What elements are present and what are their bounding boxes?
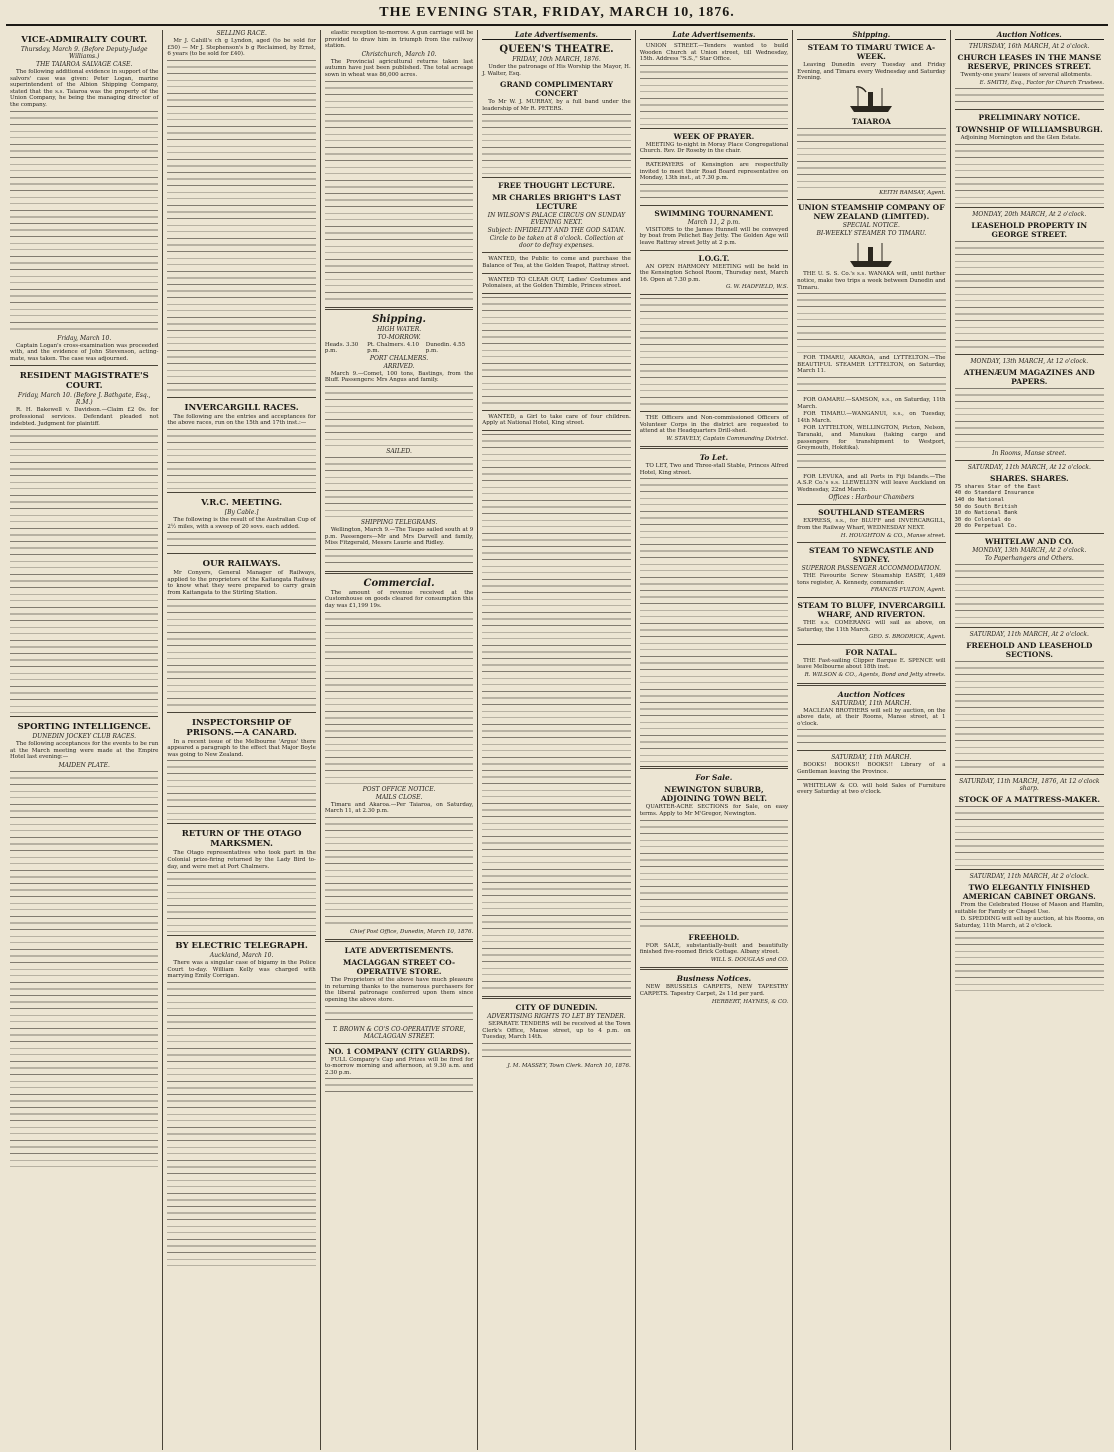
commercial-heading: Commercial. bbox=[363, 577, 435, 589]
town-clerk-signature: J. M. MASSEY, Town Clerk. March 10, 1876. bbox=[507, 1062, 631, 1069]
column-4 bbox=[478, 30, 635, 1450]
reception-text: elastic reception to-morrow. A gun carriage will be provided to draw him in triumph from the railway station. bbox=[324, 30, 474, 50]
freehold-signature: WILL S. DOUGLAS and CO. bbox=[710, 956, 789, 963]
free-thought-heading: FREE THOUGHT LECTURE. bbox=[498, 181, 615, 191]
vice-admiralty-date: Thursday, March 9. (Before Deputy-Judge Williams.) bbox=[20, 46, 148, 60]
shares-heading: SHARES. SHARES. bbox=[989, 473, 1069, 483]
masthead: THE EVENING STAR, FRIDAY, MARCH 10, 1876. bbox=[6, 4, 1108, 26]
newington-heading: NEWINGTON SUBURB, ADJOINING TOWN BELT. bbox=[660, 785, 767, 804]
vice-admiralty-text: The following additional evidence in support of the salvors' case was given: Peter Logan, marine superintendent of the Albion Shipping Company, stated that the s.s. Taiaroa was the property of the Union Company, he being the managing director of the company. bbox=[10, 69, 159, 108]
text-block bbox=[167, 60, 315, 170]
mails-close-subhead: MAILS CLOSE. bbox=[375, 793, 423, 801]
divider bbox=[167, 492, 315, 493]
vice-admiralty-heading: VICE-ADMIRALTY COURT. bbox=[21, 35, 148, 45]
divider bbox=[955, 627, 1104, 628]
oamaru-ad: FOR OAMARU.—SAMSON, s.s., on Saturday, 11th March. bbox=[797, 396, 946, 410]
text-block bbox=[640, 478, 788, 588]
text-block bbox=[325, 1006, 473, 1024]
text-block bbox=[955, 806, 1104, 866]
high-water-table bbox=[325, 342, 473, 355]
divider bbox=[797, 199, 945, 200]
concert-heading: GRAND COMPLIMENTARY CONCERT bbox=[500, 80, 613, 99]
co-op-store-text: The Proprietors of the above have much pleasure in returning thanks to the numerous purchasers for the liberal patronage conferred upon them since opening the above store. bbox=[324, 977, 474, 1004]
mails-text: Timaru and Akaroa.—Per Taiaroa, on Saturday, March 11, at 2.30 p.m. bbox=[324, 801, 474, 815]
divider bbox=[167, 712, 315, 713]
timaru-steam-text: Leaving Dunedin every Tuesday and Friday Evening, and Timaru every Wednesday and Saturday Evening. bbox=[797, 62, 946, 82]
books-text: BOOKS! BOOKS!! BOOKS!! Library of a Gentleman leaving the Province. bbox=[797, 762, 946, 775]
text-block bbox=[482, 114, 630, 174]
leasehold-heading: LEASEHOLD PROPERTY IN GEORGE STREET. bbox=[971, 220, 1088, 239]
text-block bbox=[167, 1094, 315, 1204]
express-text: EXPRESS, s.s., for BLUFF and INVERCARGILL, from the Railway Wharf, WEDNESDAY NEXT. bbox=[797, 518, 946, 532]
text-block bbox=[482, 658, 630, 768]
freehold-sections-date: SATURDAY, 11th MARCH, At 2 o'clock. bbox=[969, 630, 1089, 638]
text-block bbox=[325, 81, 473, 191]
business-notices-heading: Business Notices. bbox=[676, 974, 752, 984]
newington-text: QUARTER-ACRE SECTIONS for Sale, on easy terms. Apply to Mr M'Gregor, Newington. bbox=[639, 804, 789, 818]
rm-court-text: R. H. Bakewell v. Davidson.—Claim £2 0s. for professional services. Defendant pleaded not indebted. Judgment for plaintiff. bbox=[10, 407, 159, 427]
city-of-dunedin-heading: CITY OF DUNEDIN. bbox=[515, 1002, 598, 1012]
vrc-meeting-heading: V.R.C. MEETING. bbox=[201, 497, 283, 508]
text-block bbox=[325, 1078, 473, 1096]
city-guards-text: FULL Company's Cap and Prizes will be fired for to-morrow morning and afternoon, at 9.30 a.m. and 2.30 p.m. bbox=[324, 1056, 474, 1076]
divider bbox=[955, 109, 1104, 110]
keith-ramsay-signature: KEITH RAMSAY, Agent. bbox=[879, 189, 946, 196]
divider bbox=[482, 410, 630, 411]
text-block bbox=[325, 193, 473, 303]
marksmen-text: The Otago representatives who took part in the Colonial prize-firing returned by the Lady Bird to-day, and were met at Port Chalmers. bbox=[167, 850, 316, 870]
sailed-subhead: SAILED. bbox=[386, 447, 412, 455]
concert-text: To Mr W. J. MURRAY, by a full band under the leadership of Mr R. PETERS. bbox=[482, 99, 631, 112]
double-divider bbox=[325, 571, 473, 574]
divider bbox=[167, 935, 315, 936]
week-of-prayer-heading: WEEK OF PRAYER. bbox=[673, 131, 755, 141]
text-block bbox=[10, 429, 158, 539]
preliminary-notice-heading: PRELIMINARY NOTICE. bbox=[978, 113, 1081, 123]
divider bbox=[797, 750, 945, 751]
text-block bbox=[955, 564, 1104, 624]
week-of-prayer-text: MEETING to-night in Moray Place Congregational Church. Rev. Dr Roseby in the chair. bbox=[639, 141, 789, 155]
queens-theatre-text: Under the patronage of His Worship the Mayor, H. J. Walter, Esq. bbox=[482, 64, 631, 77]
double-divider bbox=[640, 967, 788, 970]
selling-race-subhead: SELLING RACE. bbox=[216, 30, 267, 37]
divider bbox=[640, 250, 788, 251]
newcastle-sydney-heading: STEAM TO NEWCASTLE AND SYDNEY. bbox=[808, 546, 934, 565]
arrived-text: March 9.—Comet, 100 tons, Bastings, from the Bluff. Passengers: Mrs Angus and family. bbox=[324, 370, 474, 384]
divider bbox=[797, 644, 945, 645]
easby-text: THE Favourite Screw Steamship EASBY, 1,489 tons register, A. Kennedy, commander. bbox=[797, 573, 946, 586]
houghton-signature: H. HOUGHTON & CO., Manse street. bbox=[840, 532, 946, 539]
divider bbox=[482, 430, 630, 431]
share-item: 30 do Colonial do bbox=[954, 516, 1011, 523]
text-block bbox=[325, 612, 473, 722]
telegraph-text: There was a singular case of bigamy in the Police Court to-day. William Kelly was charged with marrying Emily Corrigan. bbox=[167, 960, 316, 980]
spedding-text: D. SPEDDING will sell by auction, at his Rooms, on Saturday, 11th March, at 2 o'clock. bbox=[954, 916, 1104, 929]
freehold-text: FOR SALE, substantially-built and beautifully finished five-roomed Brick Cottage. Albany street. bbox=[639, 942, 789, 956]
iogt-heading: I.O.G.T. bbox=[698, 253, 730, 263]
text-block bbox=[640, 65, 788, 125]
shipping-column-heading: Shipping. bbox=[797, 30, 945, 40]
selling-race-text: Mr J. Cahill's ch g Lyndon, aged (to be sold for £50) — Mr J. Stephenson's b g Reclaimed, by Ernst, 6 years (to be sold for £40). bbox=[167, 38, 316, 58]
column-2 bbox=[163, 30, 320, 1450]
sporting-text: The following acceptances for the events to be run at the March meeting were made at the Empire Hotel last evening:— bbox=[10, 741, 159, 761]
share-item: 10 do National Bank bbox=[954, 510, 1018, 517]
sporting-heading: SPORTING INTELLIGENCE. bbox=[17, 722, 151, 733]
text-block bbox=[325, 457, 473, 517]
shares-list bbox=[955, 484, 1104, 530]
railways-heading: OUR RAILWAYS. bbox=[202, 559, 281, 570]
swimming-text: VISITORS to the James Hunnell will be conveyed by boat from Pelichet Bay Jetty. The Golden Age will leave Rattray street Jetty at 2 p.m. bbox=[639, 226, 789, 246]
brodrick-signature: GEO. S. BRODRICK, Agent. bbox=[868, 634, 946, 641]
co-op-store-ad-heading: MACLAGGAN STREET CO-OPERATIVE STORE. bbox=[343, 958, 456, 977]
lyttelton-wellington-ad: FOR LYTTELTON, WELLINGTON, Picton, Nelson, Taranaki, and Manukau (taking cargo and passengers for transhipment to Westport, Greymouth, Hokitika). bbox=[797, 425, 946, 452]
divider bbox=[640, 294, 788, 295]
double-divider bbox=[482, 996, 630, 999]
divider bbox=[482, 273, 630, 274]
late-ads-heading-4: Late Advertisements. bbox=[482, 30, 630, 40]
church-leases-date: THURSDAY, 16th MARCH, At 2 o'clock. bbox=[968, 43, 1090, 50]
divider bbox=[482, 293, 630, 294]
divider bbox=[10, 365, 158, 366]
christchurch-subhead: Christchurch, March 10. bbox=[361, 50, 437, 58]
special-notice-subhead: SPECIAL NOTICE. bbox=[842, 222, 900, 230]
double-divider bbox=[640, 446, 788, 449]
text-block bbox=[482, 882, 630, 992]
post-office-signature: Chief Post Office, Dunedin, March 10, 1876. bbox=[349, 928, 474, 935]
swimming-heading: SWIMMING TOURNAMENT. bbox=[654, 208, 774, 218]
text-block bbox=[640, 702, 788, 762]
books-date: SATURDAY, 11th MARCH. bbox=[831, 754, 912, 762]
divider bbox=[797, 779, 945, 780]
text-block bbox=[167, 429, 315, 489]
city-guards-ad-heading: NO. 1 COMPANY (CITY GUARDS). bbox=[328, 1046, 471, 1056]
text-block bbox=[10, 771, 158, 881]
text-block bbox=[640, 184, 788, 202]
divider bbox=[167, 553, 315, 554]
queens-theatre-date: FRIDAY, 10th MARCH, 1876. bbox=[512, 56, 601, 63]
text-block bbox=[482, 1043, 630, 1061]
shipping-telegrams-subhead: SHIPPING TELEGRAMS. bbox=[360, 518, 438, 526]
timaru-wanganui-ad: FOR TIMARU.—WANGANUI, s.s., on Tuesday, 14th March. bbox=[797, 411, 946, 424]
column-7 bbox=[951, 30, 1108, 1450]
steamship-icon bbox=[848, 84, 894, 114]
text-block bbox=[167, 284, 315, 394]
timaru-steam-heading: STEAM TO TIMARU TWICE A-WEEK. bbox=[807, 43, 936, 61]
mattress-date: SATURDAY, 11th MARCH, 1876, At 12 o'clock sharp. bbox=[959, 777, 1100, 792]
text-block bbox=[482, 434, 630, 544]
maclean-text: MACLEAN BROTHERS will sell by auction, on the above date, at their Rooms, Manse street, at 1 o'clock. bbox=[797, 707, 946, 727]
bluff-invercargill-heading: STEAM TO BLUFF, INVERCARGILL WHARF, AND RIVERTON. bbox=[797, 601, 946, 620]
divider bbox=[640, 158, 788, 159]
rm-court-date: Friday, March 10. (Before J. Bathgate, Esq., R.M.) bbox=[17, 392, 151, 407]
divider bbox=[10, 716, 158, 717]
union-street-tenders-ad: UNION STREET.—Tenders wanted to build Wooden Church at Union street, till Wednesday, 15th. Address "S.S.," Star Office. bbox=[639, 43, 789, 63]
shipping-telegrams-text: Wellington, March 9.—The Taupo sailed south at 9 p.m. Passengers—Mr and Mrs Darvell and family, Miss Fitzgerald, Messrs Laurie and Ridley. bbox=[324, 526, 474, 547]
to-let-heading: To Let. bbox=[699, 453, 729, 463]
hw-dunedin: Dunedin. 4.55 p.m. bbox=[425, 341, 466, 355]
to-let-stable-ad: TO LET, Two and Three-stall Stable, Princes Alfred Hotel, King street. bbox=[639, 463, 789, 476]
harbour-chambers-note: Offices : Harbour Chambers bbox=[828, 494, 915, 502]
tomorrow-subhead: TO-MORROW. bbox=[377, 333, 421, 341]
freehold-heading: FREEHOLD. bbox=[688, 932, 740, 942]
share-item: 140 do National bbox=[954, 496, 1005, 503]
text-block bbox=[10, 111, 158, 221]
church-leases-text: Twenty-one years' leases of several allotments. bbox=[960, 72, 1092, 78]
divider bbox=[482, 177, 630, 178]
arrived-subhead: ARRIVED. bbox=[383, 362, 415, 370]
columns bbox=[6, 30, 1108, 1450]
auckland-subhead: Auckland, March 10. bbox=[209, 952, 274, 960]
telegraph-heading: BY ELECTRIC TELEGRAPH. bbox=[175, 941, 308, 952]
wanted-tea-ad: WANTED, the Public to come and purchase the Balance of Tea, at the Golden Teapot, Rattray street. bbox=[482, 256, 631, 269]
organs-heading: TWO ELEGANTLY FINISHED AMERICAN CABINET ORGANS. bbox=[962, 882, 1096, 901]
carpets-text: NEW BRUSSELS CARPETS, NEW TAPESTRY CARPETS. Tapestry Carpet, 2s 11d per yard. bbox=[639, 984, 789, 998]
text-block bbox=[955, 88, 1104, 106]
bi-weekly-subhead: BI-WEEKLY STEAMER TO TIMARU. bbox=[816, 230, 927, 238]
paperhangers-date: MONDAY, 13th MARCH, At 2 o'clock. bbox=[972, 546, 1087, 554]
union-steamship-heading: UNION STEAMSHIP COMPANY OF NEW ZEALAND (LIMITED). bbox=[798, 203, 945, 222]
text-block bbox=[482, 770, 630, 880]
whitelaw-heading: WHITELAW AND CO. bbox=[985, 536, 1074, 546]
athenaeum-location: In Rooms, Manse street. bbox=[992, 449, 1067, 457]
fulton-signature: FRANCIS FULTON, Agent. bbox=[870, 587, 946, 594]
marksmen-heading: RETURN OF THE OTAGO MARKSMEN. bbox=[181, 829, 302, 850]
by-cable-subhead: [By Cable.] bbox=[224, 508, 259, 516]
divider bbox=[797, 504, 945, 505]
athenaeum-date: MONDAY, 13th MARCH, At 12 o'clock. bbox=[970, 357, 1089, 365]
text-block bbox=[10, 541, 158, 651]
for-natal-heading: FOR NATAL. bbox=[845, 647, 898, 657]
text-block bbox=[167, 872, 315, 932]
steamship-icon bbox=[848, 239, 894, 269]
natal-text: THE Fast-sailing Clipper Barque E. SPENCE will leave Melbourne about 18th inst. bbox=[797, 657, 946, 671]
text-block bbox=[325, 549, 473, 567]
divider bbox=[797, 597, 945, 598]
queens-theatre-heading: QUEEN'S THEATRE. bbox=[499, 44, 614, 55]
invercargill-races-text: The following are the entries and acceptances for the above races, run on the 15th and 17th inst.:— bbox=[167, 413, 316, 427]
divider bbox=[640, 205, 788, 206]
prisons-text: In a recent issue of the Melbourne 'Argus' there appeared a paragraph to the effect that Major Boyle was going to New Zealand. bbox=[167, 738, 316, 758]
advertising-rights-text: SEPARATE TENDERS will be received at the Town Clerk's Office, Manse street, up to 4 p.m. on Tuesday, March 14th. bbox=[482, 1020, 631, 1041]
prisons-heading: INSPECTORSHIP OF PRISONS.—A CANARD. bbox=[186, 717, 297, 738]
freehold-sections-heading: FREEHOLD AND LEASEHOLD SECTIONS. bbox=[966, 640, 1093, 659]
divider bbox=[955, 533, 1104, 534]
jockey-club-subhead: DUNEDIN JOCKEY CLUB RACES. bbox=[32, 733, 137, 741]
text-block bbox=[955, 144, 1104, 204]
divider bbox=[955, 869, 1104, 870]
southland-steamers-heading: SOUTHLAND STEAMERS bbox=[818, 508, 925, 518]
maclean-date: SATURDAY, 11th MARCH. bbox=[831, 699, 912, 707]
text-block bbox=[167, 532, 315, 550]
volunteer-officers-text: THE Officers and Non-commissioned Officers of Volunteer Corps in the district are requested to attend at the Headquarters Drill-shed. bbox=[639, 414, 789, 435]
column-5 bbox=[636, 30, 793, 1450]
text-block bbox=[955, 661, 1104, 771]
rm-court-heading: RESIDENT MAGISTRATE'S COURT. bbox=[19, 371, 149, 392]
text-block bbox=[10, 995, 158, 1105]
church-leases-heading: CHURCH LEASES IN THE MANSE RESERVE, PRINCES STREET. bbox=[957, 53, 1102, 71]
organs-text: From the Celebrated House of Mason and Hamlin, suitable for Family or Chapel Use. bbox=[954, 901, 1104, 915]
wanaka-text: THE U. S. S. Co.'s s.s. WANAKA will, until further notice, make two trips a week between Dunedin and Timaru. bbox=[797, 271, 946, 291]
share-item: 50 do South British bbox=[954, 503, 1018, 510]
salvage-case-subhead: THE TAIAROA SALVAGE CASE. bbox=[36, 61, 133, 68]
co-op-store-signature: T. BROWN & CO'S CO-OPERATIVE STORE, MACLAGGAN STREET. bbox=[332, 1025, 466, 1040]
text-block bbox=[797, 454, 945, 472]
iogt-signature: G. W. HADFIELD, W.S. bbox=[725, 284, 789, 291]
lyttelton-ad: FOR TIMARU, AKAROA, and LYTTELTON.—The BEAUTIFUL STEAMER LYTTELTON, on Saturday, March 11. bbox=[797, 355, 946, 375]
text-block bbox=[797, 128, 945, 188]
railways-text: Mr Conyers, General Manager of Railways, applied to the proprietors of the Kaitangata Railway to know what they were prepared to carry grain from Kaitangata to the Stirling Station. bbox=[167, 570, 316, 596]
taiaroa-ship-name: TAIAROA bbox=[851, 116, 891, 126]
bright-lecture-venue: IN WILSON'S PALACE CIRCUS ON SUNDAY EVENING NEXT. bbox=[487, 212, 626, 227]
volunteer-signature: W. STAVELY, Captain Commanding District. bbox=[666, 435, 789, 442]
late-ads-heading-5: Late Advertisements. bbox=[640, 30, 788, 40]
column-1 bbox=[6, 30, 163, 1450]
passenger-accommodation-subhead: SUPERIOR PASSENGER ACCOMMODATION. bbox=[801, 565, 942, 573]
text-block bbox=[325, 724, 473, 784]
double-divider bbox=[325, 307, 473, 310]
divider bbox=[167, 823, 315, 824]
auction-notices-heading-6: Auction Notices bbox=[837, 689, 905, 699]
late-ads-heading-3: LATE ADVERTISEMENTS. bbox=[344, 946, 454, 956]
text-block bbox=[955, 931, 1104, 991]
divider bbox=[955, 460, 1104, 461]
share-item: 40 do Standard Insurance bbox=[954, 490, 1035, 497]
cross-examination-text: Captain Logan's cross-examination was proceeded with, and the evidence of John Stevenson, acting-mate, was taken. The case was adjourned. bbox=[10, 342, 159, 362]
whitelaw-furniture-text: WHITELAW & CO. will hold Sales of Furniture every Saturday at two o'clock. bbox=[797, 782, 946, 796]
divider bbox=[797, 542, 945, 543]
friday-subhead: Friday, March 10. bbox=[57, 334, 112, 342]
text-block bbox=[325, 386, 473, 446]
text-block bbox=[325, 817, 473, 927]
text-block bbox=[955, 241, 1104, 351]
paperhangers-text: To Paperhangers and Others. bbox=[984, 554, 1074, 562]
port-chalmers-subhead: PORT CHALMERS. bbox=[369, 354, 429, 362]
auction-notices-heading-7: Auction Notices. bbox=[955, 30, 1104, 40]
divider bbox=[955, 354, 1104, 355]
text-block bbox=[482, 297, 630, 407]
iogt-text: AN OPEN HARMONY MEETING will be held in the Kensington School Room, Thursday next, March 16. Open at 7.30 p.m. bbox=[639, 263, 789, 283]
carpets-signature: HERBERT, HAYNES, & CO. bbox=[711, 998, 789, 1005]
bright-lecture-subject: Subject: INFIDELITY AND THE GOD SATAN. bbox=[487, 227, 626, 235]
leasehold-date: MONDAY, 20th MARCH, At 2 o'clock. bbox=[972, 210, 1087, 218]
athenaeum-heading: ATHENÆUM MAGAZINES AND PAPERS. bbox=[963, 367, 1095, 386]
williamsburgh-text: Adjoining Mornington and the Glen Estate. bbox=[960, 135, 1081, 142]
commercial-text: The amount of revenue received at the Customhouse on goods cleared for consumption this day was £1,199 19s. bbox=[324, 589, 474, 609]
text-block bbox=[167, 760, 315, 820]
divider bbox=[640, 128, 788, 129]
wanted-girl-ad: WANTED, a Girl to take care of four children. Apply at National Hotel, King street. bbox=[482, 413, 631, 427]
text-block bbox=[10, 1107, 158, 1167]
wilson-signature: R. WILSON & CO., Agents, Bond and Jetty streets. bbox=[804, 672, 946, 678]
divider bbox=[955, 774, 1104, 775]
hw-port-chalmers: Pt. Chalmers. 4.10 p.m. bbox=[367, 341, 419, 355]
post-office-subhead: POST OFFICE NOTICE. bbox=[362, 785, 436, 793]
shipping-heading: Shipping. bbox=[372, 313, 426, 325]
high-water-subhead: HIGH WATER. bbox=[376, 325, 422, 333]
divider bbox=[167, 397, 315, 398]
text-block bbox=[640, 820, 788, 930]
double-divider bbox=[325, 939, 473, 942]
advertising-rights-subhead: ADVERTISING RIGHTS TO LET BY TENDER. bbox=[487, 1012, 626, 1020]
text-block bbox=[167, 1206, 315, 1266]
text-block bbox=[482, 546, 630, 656]
maiden-plate-subhead: MAIDEN PLATE. bbox=[58, 761, 110, 769]
comerang-text: THE s.s. COMERANG will sail as above, on Saturday, the 11th March. bbox=[797, 620, 946, 633]
invercargill-races-heading: INVERCARGILL RACES. bbox=[184, 402, 299, 413]
shares-date: SATURDAY, 11th MARCH, At 12 o'clock. bbox=[967, 463, 1091, 471]
text-block bbox=[167, 982, 315, 1092]
wanted-clear-out-ad: WANTED TO CLEAR OUT, Ladies' Costumes and Polonaises, at the Golden Thimble, Princes street. bbox=[482, 276, 631, 290]
column-6 bbox=[793, 30, 950, 1450]
smith-signature: E. SMITH, Esq., Factor for Church Trustees. bbox=[979, 79, 1104, 86]
share-item: 75 shares Star of the East bbox=[954, 483, 1041, 490]
text-block bbox=[10, 883, 158, 993]
text-block bbox=[955, 388, 1104, 448]
text-block bbox=[797, 293, 945, 353]
column-3 bbox=[321, 30, 478, 1450]
text-block bbox=[797, 729, 945, 747]
for-sale-heading: For Sale. bbox=[695, 773, 733, 783]
mattress-heading: STOCK OF A MATTRESS-MAKER. bbox=[958, 794, 1100, 804]
swimming-date: March 11, 2 p.m. bbox=[687, 218, 741, 226]
bright-lecture-heading: MR CHARLES BRIGHT'S LAST LECTURE bbox=[492, 193, 621, 212]
hw-heads: Heads. 3.30 p.m. bbox=[324, 341, 359, 355]
share-item: 20 do Perpetual Co. bbox=[954, 523, 1018, 530]
text-block bbox=[640, 590, 788, 700]
text-block bbox=[167, 599, 315, 709]
agricultural-text: The Provincial agricultural returns taken last autumn have just been published. The total acreage sown in wheat was 86,000 acres. bbox=[324, 58, 474, 78]
double-divider bbox=[640, 766, 788, 769]
williamsburgh-heading: TOWNSHIP OF WILLIAMSBURGH. bbox=[955, 125, 1103, 135]
vrc-meeting-text: The following is the result of the Australian Cup of 2½ miles, with a sweep of 20 sovs. each added. bbox=[167, 516, 316, 530]
text-block bbox=[797, 377, 945, 395]
double-divider bbox=[797, 683, 945, 686]
divider bbox=[325, 1043, 473, 1044]
divider bbox=[640, 411, 788, 412]
bright-lecture-note: Circle to be taken at 8 o'clock. Collection at door to defray expenses. bbox=[489, 235, 624, 250]
text-block bbox=[167, 172, 315, 282]
text-block bbox=[10, 223, 158, 333]
ratepayers-ad: RATEPAYERS of Kensington are respectfully invited to meet their Road Board representative on Monday, 13th inst., at 7.30 p.m. bbox=[639, 161, 789, 182]
text-block bbox=[10, 653, 158, 713]
divider bbox=[955, 207, 1104, 208]
organs-date: SATURDAY, 11th MARCH, At 2 o'clock. bbox=[969, 872, 1089, 880]
levuka-ad: FOR LEVUKA, and all Ports in Fiji Islands.—The A.S.P. Co.'s s.s. LLEWELLYN will leave Auckland on Wednesday, 22nd March. bbox=[797, 473, 946, 493]
divider bbox=[482, 252, 630, 253]
text-block bbox=[640, 298, 788, 408]
